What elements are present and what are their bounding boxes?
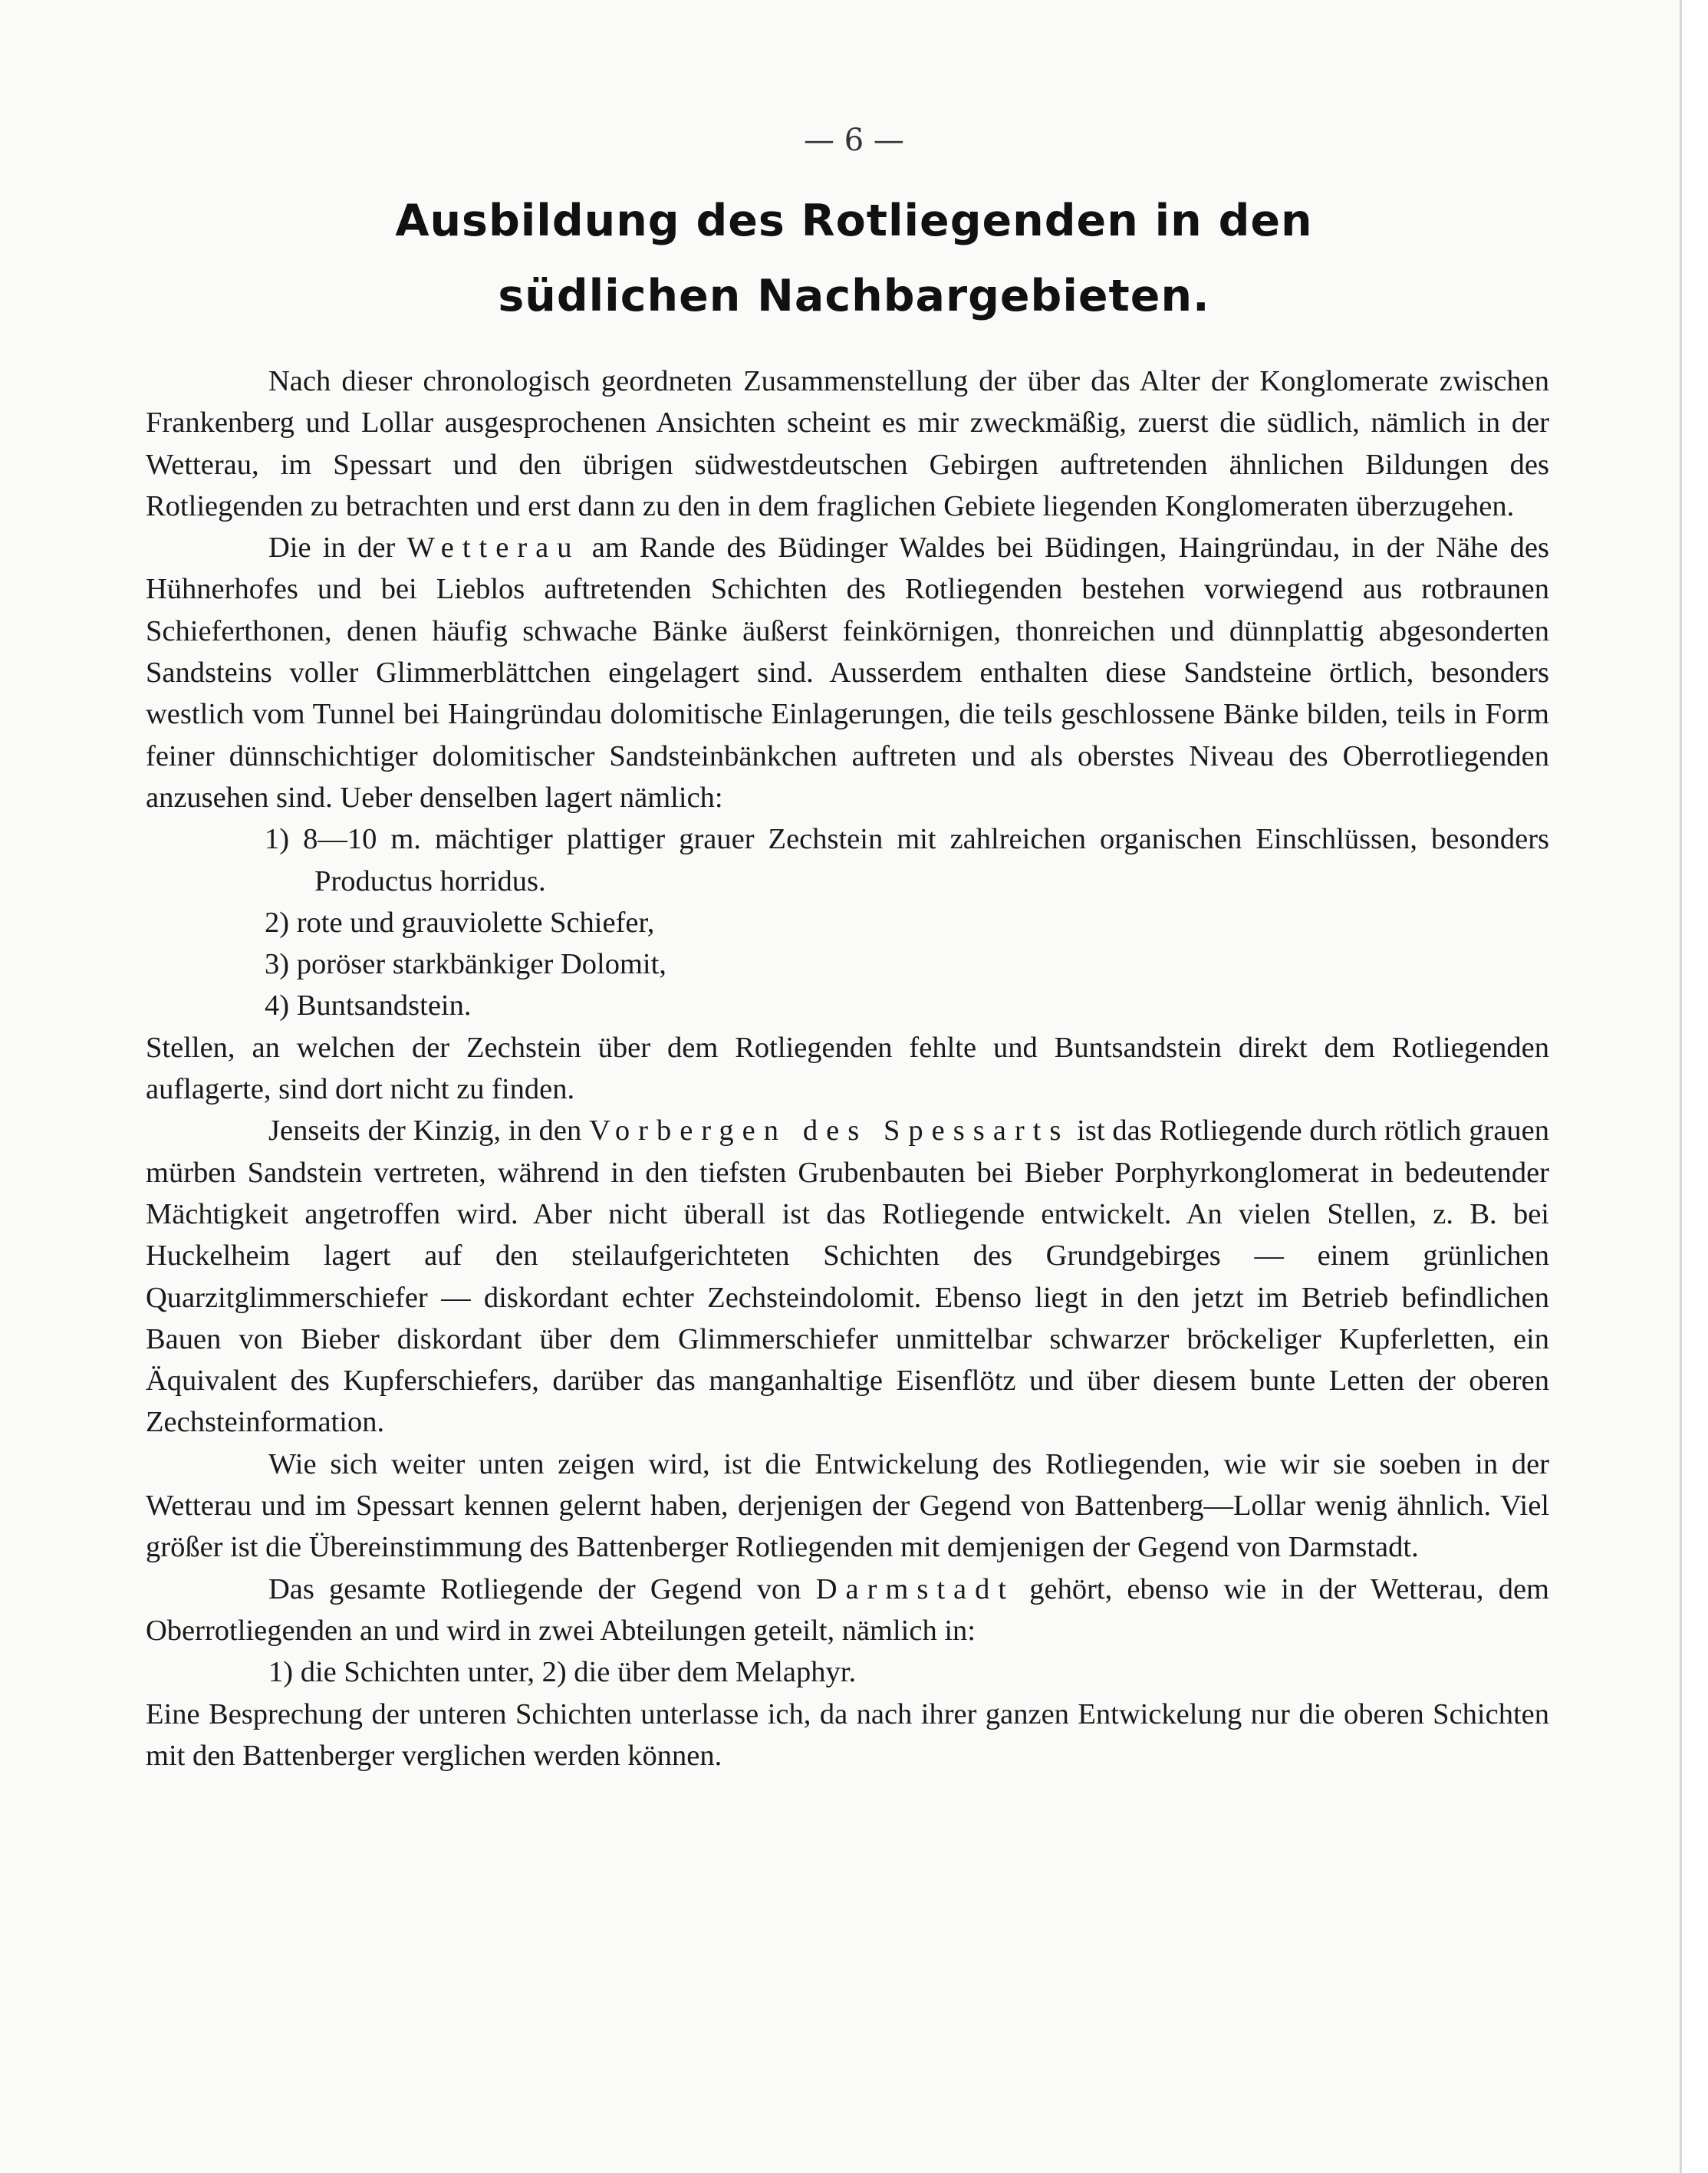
paragraph-3: Stellen, an welchen der Zechstein über dem Rotliegenden fehlte und Buntsandstein direkt dem Rotliegenden auflagerte, sind dort nicht zu finden. [146, 1031, 1549, 1106]
paragraph-4 [146, 1110, 1549, 1443]
paragraph-2 [146, 527, 1549, 818]
list-item: 1) 8—10 m. mächtiger plattiger grauer Zechstein mit zahlreichen organischen Einschlüssen, besonders Productus horridus. [265, 823, 1549, 897]
emphasis-spessart: Vorbergen des Spessarts [589, 1114, 1070, 1147]
paragraph-4-start: Jenseits der Kinzig, in den [268, 1114, 590, 1147]
emphasis-wetterau: Wetterau [406, 532, 581, 565]
paragraph-4-rest: ist das Rotliegende durch rötlich grauen mürben Sandstein vertreten, während in den tiefsten Grubenbauten bei Bieber Porphyrkonglomerat in bedeutender Mächtigkeit angetroffen wird. Aber nicht überall ist das Rotliegende entwickelt. An vielen Stellen, z. B. bei Huckelheim lagert auf den steilaufgerichteten Schichten des Grundgebirges — einem grünlichen Quarzitglimmerschiefer — diskordant echter Zechsteindolomit. Ebenso liegt in den jetzt im Betrieb befindlichen Bauen von Bieber diskordant über dem Glimmerschiefer unmittelbar schwarzer bröckeliger Kupferletten, ein Äquivalent des Kupferschiefers, darüber das manganhaltige Eisenflötz und über diesem bunte Letten der oberen Zechsteinformation. [146, 1114, 1549, 1439]
list-item: 4) Buntsandstein. [265, 989, 472, 1022]
paragraph-7: Eine Besprechung der unteren Schichten unterlasse ich, da nach ihrer ganzen Entwickelung nur die oberen Schichten mit den Battenberger verglichen werden können. [146, 1697, 1549, 1772]
body-text [146, 361, 1549, 1776]
paragraph-6-start: Das gesamte Rotliegende der Gegend von [268, 1572, 816, 1605]
heading-line-1: Ausbildung des Rotliegenden in den [395, 196, 1313, 246]
page-number: — 6 — [804, 123, 904, 158]
paragraph-1: Nach dieser chronologisch geordneten Zusammenstellung der über das Alter der Konglomerate zwischen Frankenberg und Lollar ausgesprochenen Ansichten scheint es mir zweckmäßig, zuerst die südlich, nämlich in der Wetterau, im Spessart und den übrigen südwestdeutschen Gebirgen auftretenden ähnlichen Bildungen des Rotliegenden zu betrachten und erst dann zu den in dem fraglichen Gebiete liegenden Konglomeraten überzugehen. [146, 365, 1549, 522]
paragraph-6 [146, 1569, 1549, 1652]
list-line: 1) die Schichten unter, 2) die über dem Melaphyr. [268, 1656, 857, 1689]
paragraph-6-rest: gehört, ebenso wie in der Wetterau, dem Oberrotliegenden an und wird in zwei Abteilungen geteilt, nämlich in: [146, 1572, 1550, 1647]
paragraph-2-start: Die in der [268, 532, 407, 565]
heading-line-2: südlichen Nachbargebieten. [498, 271, 1210, 321]
list-item: 3) poröser starkbänkiger Dolomit, [265, 948, 666, 981]
paragraph-2-rest: am Rande des Büdinger Waldes bei Büdingen, Haingründau, in der Nähe des Hühnerhofes und bei Lieblos auftretenden Schichten des Rotliegenden bestehen vorwiegend aus rotbraunen Schieferthonen, denen häufig schwache Bänke äußerst feinkörnigen, thonreichen und dünnplattig abgesonderten Sandsteins voller Glimmerblättchen eingelagert sind. Ausserdem enthalten diese Sandsteine örtlich, besonders westlich vom Tunnel bei Haingründau dolomitische Einlagerungen, die teils geschlossene Bänke bilden, teils in Form feiner dünnschichtiger dolomitischer Sandsteinbänkchen auftreten und als oberstes Niveau des Oberrotliegenden anzusehen sind. Ueber denselben lagert nämlich: [146, 532, 1549, 814]
list-item: 2) rote und grauviolette Schiefer, [265, 906, 655, 939]
emphasis-darmstadt: Darmstadt [815, 1572, 1015, 1605]
paragraph-5: Wie sich weiter unten zeigen wird, ist die Entwickelung des Rotliegenden, wie wir sie soeben in der Wetterau und im Spessart kennen gelernt haben, derjenigen der Gegend von Battenberg—Lollar wenig ähnlich. Viel größer ist die Übereinstimmung des Battenberger Rotliegenden mit demjenigen der Gegend von Darmstadt. [146, 1447, 1549, 1564]
